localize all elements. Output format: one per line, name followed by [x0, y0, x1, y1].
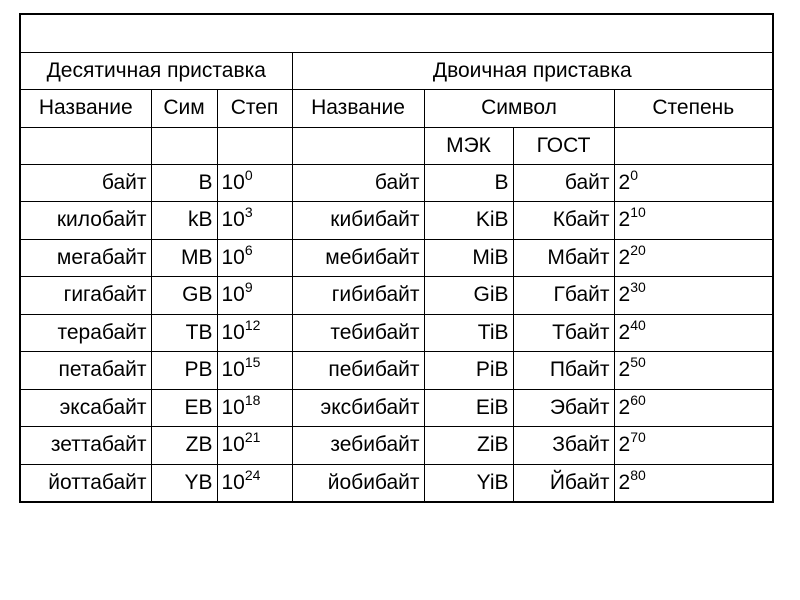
- bin-symbol-header: Символ: [424, 89, 614, 127]
- power-exponent: 30: [630, 279, 646, 296]
- dec-symbol-cell: ZB: [151, 427, 217, 465]
- power-base: 2: [618, 433, 631, 457]
- dec-symbol-cell: PB: [151, 352, 217, 390]
- power-exponent: 0: [244, 166, 253, 183]
- dec-symbol-cell: MB: [151, 239, 217, 277]
- blank-cell: [292, 127, 424, 164]
- dec-symbol-cell: YB: [151, 464, 217, 502]
- bin-name-cell: гибибайт: [292, 277, 424, 315]
- power-base: 2: [618, 170, 631, 194]
- power-base: 2: [618, 245, 631, 269]
- power-exponent: 10: [630, 204, 646, 221]
- bin-power-header: Степень: [614, 89, 773, 127]
- bin-power-cell: [614, 427, 773, 465]
- gost-subheader: ГОСТ: [513, 127, 614, 164]
- iec-symbol-cell: PiB: [424, 352, 513, 390]
- power-base: 10: [221, 283, 245, 307]
- decimal-prefix-header: Десятичная приставка: [20, 52, 292, 89]
- power-exponent: 80: [630, 466, 646, 483]
- gost-symbol-cell: Пбайт: [513, 352, 614, 390]
- table-row: [20, 427, 773, 465]
- bin-name-cell: зебибайт: [292, 427, 424, 465]
- bin-power-cell: [614, 164, 773, 202]
- binary-prefix-header: Двоичная приставка: [292, 52, 773, 89]
- dec-symbol-cell: TB: [151, 314, 217, 352]
- bin-name-cell: мебибайт: [292, 239, 424, 277]
- table-row: [20, 164, 773, 202]
- power-base: 2: [618, 283, 631, 307]
- bin-name-cell: йобибайт: [292, 464, 424, 502]
- gost-symbol-cell: Мбайт: [513, 239, 614, 277]
- iec-symbol-cell: EiB: [424, 389, 513, 427]
- dec-symbol-header: Сим: [151, 89, 217, 127]
- dec-symbol-cell: kB: [151, 202, 217, 240]
- power-base: 10: [221, 470, 245, 494]
- dec-name-cell: эксабайт: [20, 389, 151, 427]
- power-exponent: 15: [244, 354, 261, 371]
- iec-subheader: МЭК: [424, 127, 513, 164]
- empty-title-cell: [20, 14, 773, 52]
- bin-name-cell: пебибайт: [292, 352, 424, 390]
- table-row: [20, 352, 773, 390]
- iec-symbol-cell: GiB: [424, 277, 513, 315]
- iec-symbol-cell: YiB: [424, 464, 513, 502]
- iec-symbol-cell: ZiB: [424, 427, 513, 465]
- dec-power-cell: [217, 314, 292, 352]
- bin-power-cell: [614, 277, 773, 315]
- units-table: [19, 13, 774, 503]
- dec-name-cell: терабайт: [20, 314, 151, 352]
- bin-name-header: Название: [292, 89, 424, 127]
- blank-cell: [614, 127, 773, 164]
- table-row: [20, 464, 773, 502]
- dec-symbol-cell: B: [151, 164, 217, 202]
- dec-name-cell: килобайт: [20, 202, 151, 240]
- power-base: 2: [618, 358, 631, 382]
- dec-symbol-cell: GB: [151, 277, 217, 315]
- empty-title-row: [20, 14, 773, 52]
- power-base: 2: [618, 395, 631, 419]
- dec-name-cell: байт: [20, 164, 151, 202]
- blank-cell: [217, 127, 292, 164]
- power-exponent: 40: [630, 316, 646, 333]
- power-exponent: 12: [244, 316, 261, 333]
- table-row: [20, 389, 773, 427]
- symbol-subheader-row: [20, 127, 773, 164]
- power-base: 2: [618, 320, 631, 344]
- power-exponent: 0: [630, 166, 638, 183]
- dec-power-cell: [217, 389, 292, 427]
- power-base: 2: [618, 470, 631, 494]
- bin-power-cell: [614, 352, 773, 390]
- iec-symbol-cell: TiB: [424, 314, 513, 352]
- table-row: [20, 277, 773, 315]
- bin-power-cell: [614, 202, 773, 240]
- bin-power-cell: [614, 239, 773, 277]
- dec-power-cell: [217, 277, 292, 315]
- table-row: [20, 314, 773, 352]
- iec-symbol-cell: B: [424, 164, 513, 202]
- iec-symbol-cell: MiB: [424, 239, 513, 277]
- power-exponent: 9: [244, 279, 253, 296]
- dec-power-cell: [217, 427, 292, 465]
- power-base: 10: [221, 320, 245, 344]
- blank-cell: [151, 127, 217, 164]
- bin-power-cell: [614, 314, 773, 352]
- gost-symbol-cell: Гбайт: [513, 277, 614, 315]
- group-header-row: [20, 52, 773, 89]
- dec-name-cell: мегабайт: [20, 239, 151, 277]
- bin-name-cell: эксбибайт: [292, 389, 424, 427]
- power-exponent: 3: [244, 204, 253, 221]
- gost-symbol-cell: Кбайт: [513, 202, 614, 240]
- power-base: 10: [221, 170, 245, 194]
- power-base: 10: [221, 358, 245, 382]
- table-row: [20, 239, 773, 277]
- power-base: 10: [221, 208, 245, 232]
- dec-power-cell: [217, 239, 292, 277]
- iec-symbol-cell: KiB: [424, 202, 513, 240]
- power-exponent: 50: [630, 354, 646, 371]
- power-exponent: 20: [630, 241, 646, 258]
- bin-name-cell: кибибайт: [292, 202, 424, 240]
- power-exponent: 6: [244, 241, 253, 258]
- power-base: 2: [618, 208, 631, 232]
- gost-symbol-cell: байт: [513, 164, 614, 202]
- dec-name-header: Название: [20, 89, 151, 127]
- power-exponent: 18: [244, 391, 261, 408]
- power-exponent: 60: [630, 391, 646, 408]
- dec-name-cell: петабайт: [20, 352, 151, 390]
- dec-power-cell: [217, 164, 292, 202]
- dec-power-header: Степ: [217, 89, 292, 127]
- bin-name-cell: тебибайт: [292, 314, 424, 352]
- gost-symbol-cell: Йбайт: [513, 464, 614, 502]
- bin-power-cell: [614, 389, 773, 427]
- power-base: 10: [221, 245, 245, 269]
- gost-symbol-cell: Эбайт: [513, 389, 614, 427]
- dec-name-cell: гигабайт: [20, 277, 151, 315]
- dec-symbol-cell: EB: [151, 389, 217, 427]
- bin-power-cell: [614, 464, 773, 502]
- bin-name-cell: байт: [292, 164, 424, 202]
- dec-name-cell: зеттабайт: [20, 427, 151, 465]
- dec-power-cell: [217, 352, 292, 390]
- power-exponent: 21: [244, 429, 261, 446]
- dec-name-cell: йоттабайт: [20, 464, 151, 502]
- power-base: 10: [221, 433, 245, 457]
- gost-symbol-cell: Збайт: [513, 427, 614, 465]
- power-exponent: 24: [244, 466, 261, 483]
- power-base: 10: [221, 395, 245, 419]
- blank-cell: [20, 127, 151, 164]
- table-row: [20, 202, 773, 240]
- dec-power-cell: [217, 464, 292, 502]
- dec-power-cell: [217, 202, 292, 240]
- power-exponent: 70: [630, 429, 646, 446]
- column-header-row: [20, 89, 773, 127]
- gost-symbol-cell: Тбайт: [513, 314, 614, 352]
